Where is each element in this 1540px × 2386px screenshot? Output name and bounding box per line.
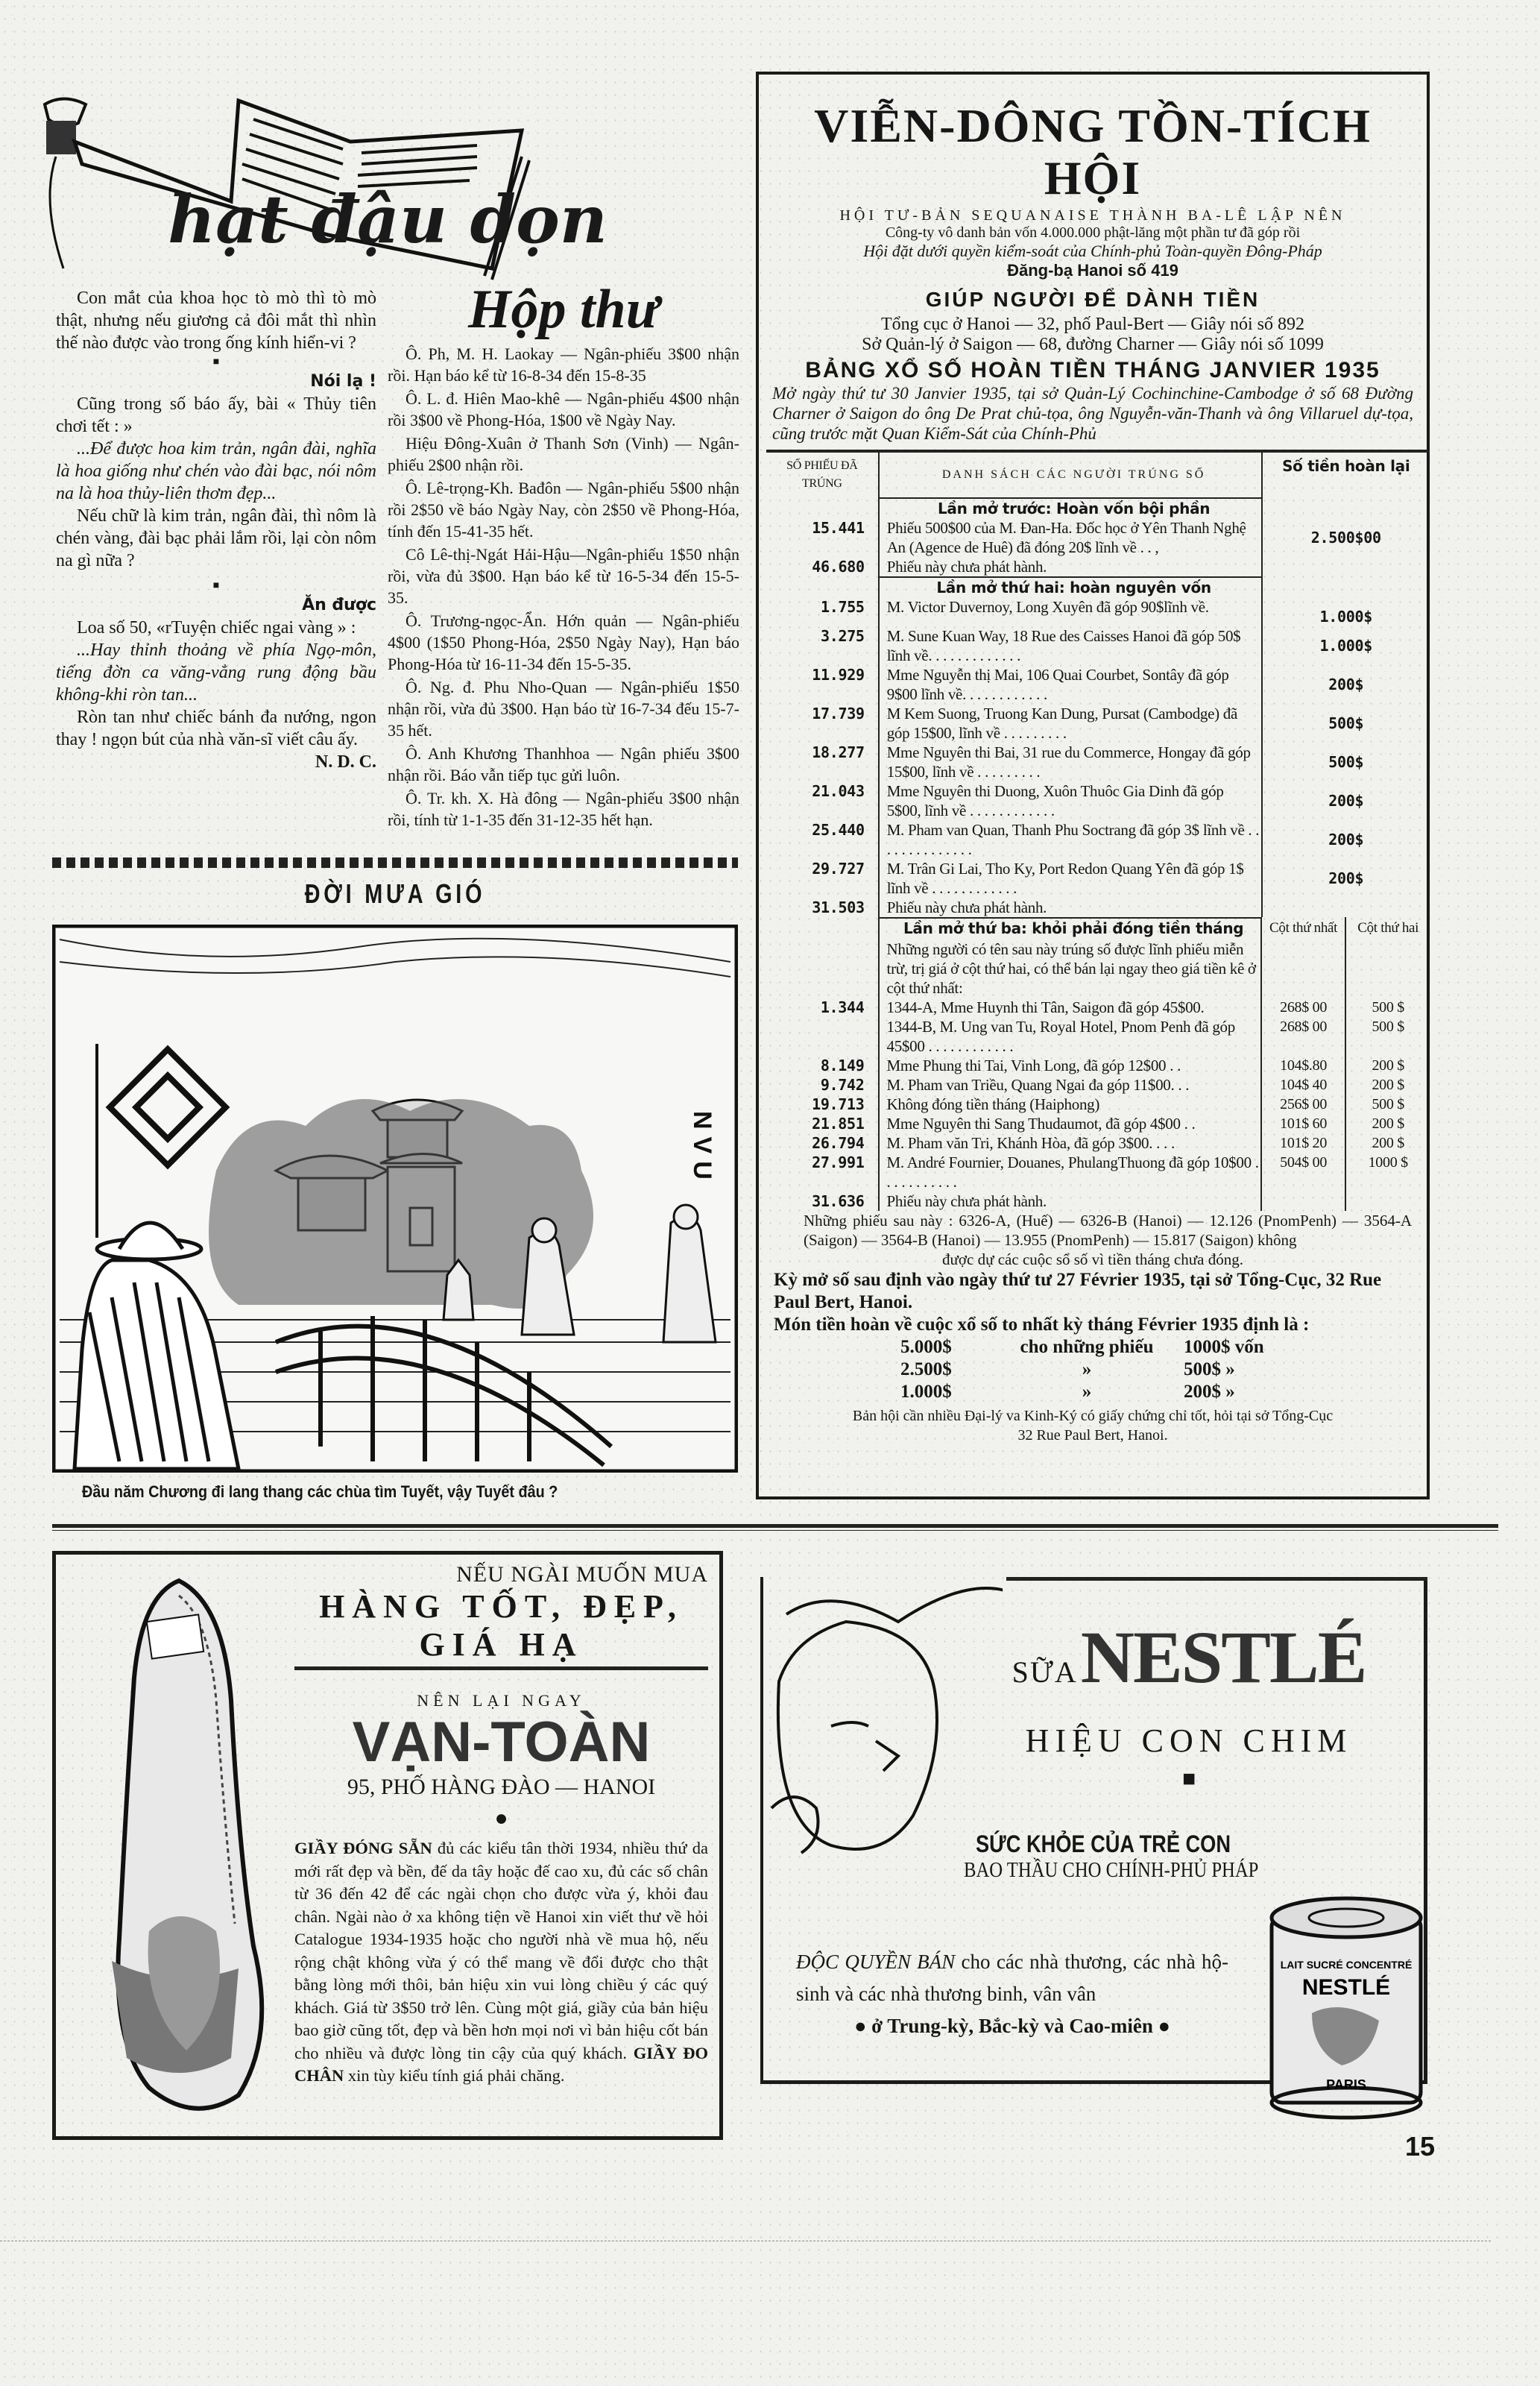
winner-description: M. Trân Gi Lai, Tho Ky, Port Redon Quang Yên đã góp 1$ lĩnh về . . . . . . . . . . . . [878, 859, 1261, 898]
lottery-ad [756, 72, 1430, 1499]
ad-body-lead: GIẦY ĐÓNG SẴN [294, 1839, 432, 1857]
article-paragraph: Ròn tan như chiếc bánh đa nướng, ngon thay ! ngọn bút của nhà văn-sĩ viết câu ấy. [56, 708, 376, 749]
prize-label: cho những phiếu [1020, 1337, 1154, 1357]
ticket-number: 3.275 [820, 627, 865, 645]
winner-description: Phiếu này chưa phát hành. [878, 898, 1261, 917]
nestle-brand: NESTLÉ [1080, 1616, 1366, 1699]
first-column-value: 268$ 00 [1260, 998, 1345, 1017]
winner-description: Mme Nguyên thi Duong, Xuôn Thuôc Gia Dinh đã góp 5$00, lĩnh về . . . . . . . . . . . . [878, 781, 1261, 820]
mailbox-item: Ô. L. đ. Hiên Mao-khê — Ngân-phiếu 4$00 nhận rồi 3$00 về Phong-Hóa, 1$00 về Ngày Nay. [388, 389, 739, 429]
second-column-value: 200 $ [1345, 1075, 1430, 1095]
mailbox-item: Hiệu Đông-Xuân ở Thanh Sơn (Vinh) — Ngân-phiếu 2$00 nhận rồi. [388, 434, 739, 474]
separator-icon: ■ [212, 356, 220, 368]
health-headline: SỨC KHỎE CỦA TRẺ CON [976, 1831, 1231, 1857]
column-banner-illustration [30, 75, 745, 283]
mailbox-item: Ô. Tr. kh. X. Hà đông — Ngân-phiếu 3$00 nhận rồi, tính từ 1-1-35 đến 31-12-35 hết hạn. [388, 789, 739, 829]
article-quote: ...Để được hoa kim trản, ngân đài, nghĩa là hoa giống như chén vào đài bạc, nói nôm na là hoa thủy-liên thơm đẹp... [56, 439, 376, 503]
first-column-value: 101$ 20 [1260, 1133, 1345, 1153]
ticket-number: 9.742 [820, 1076, 865, 1094]
shoe-ad-body [294, 1837, 708, 2088]
prize-list [900, 1336, 1427, 1403]
ticket-number: 21.851 [812, 1115, 865, 1133]
second-column-value [1345, 1192, 1430, 1211]
table-section-row [766, 576, 1430, 597]
mailbox-item: Ô. Ph, M. H. Laokay — Ngân-phiếu 3$00 nhận rồi. Hạn báo kể từ 16-8-34 đến 15-8-35 [388, 344, 739, 385]
table-row [766, 665, 1430, 704]
table-cell-empty [1260, 939, 1345, 998]
refund-amount: 2.500$00 [1261, 518, 1430, 557]
second-column-value: 500 $ [1345, 1095, 1430, 1114]
table-section-row [766, 497, 1430, 518]
exclusive-sales-text [796, 1946, 1228, 2042]
regions-line [796, 2010, 1228, 2042]
table-section-title: Lần mở thứ ba: khỏi phải đóng tiền tháng [878, 917, 1260, 939]
ticket-number: 8.149 [820, 1057, 865, 1074]
second-column-value: 500 $ [1345, 998, 1430, 1017]
ad-registration: Đăng-bạ Hanoi số 419 [1007, 261, 1178, 280]
article-paragraph: Nếu chữ là kim trản, ngân đài, thì nôm là chén vàng, đài bạc phải lắm rồi, lại còn nôm na gì nữa ? [56, 506, 376, 570]
prize-capital: 1000$ vốn [1184, 1337, 1264, 1357]
table-row [766, 820, 1430, 859]
page-number: 15 [1405, 2131, 1436, 2162]
prize-label: » [1082, 1382, 1092, 1402]
prize-amount: 1.000$ [900, 1382, 952, 1402]
prize-capital: 200$ » [1184, 1382, 1235, 1402]
winner-description: M. Pham van Quan, Thanh Phu Soctrang đã góp 3$ lĩnh về . . . . . . . . . . . . . . [878, 820, 1261, 859]
winner-description: M. Sune Kuan Way, 18 Rue des Caisses Hanoi đã góp 50$ lĩnh về. . . . . . . . . . . . . [878, 626, 1261, 665]
prize-amount: 5.000$ [900, 1337, 952, 1357]
mailbox-column [388, 276, 739, 832]
comic-illustration [52, 925, 738, 1473]
prize-capital: 500$ » [1184, 1359, 1235, 1379]
bullet-icon: ● [1152, 2015, 1170, 2037]
table-section-title: Lần mở trước: Hoàn vốn bội phần [878, 497, 1261, 518]
table-row [766, 1056, 1430, 1075]
separator-icon: ■ [212, 580, 220, 591]
dotted-rule [52, 857, 738, 868]
draw-intro: Mở ngày thứ tư 30 Janvier 1935, tại sở Quản-Lý Cochinchine-Cambodge ở số 68 Đường Charner ở Saigon do ông De Prat chủ-tọa, ông Nguyễn-văn-Thanh và ông Villaruel dự-tọa, cũng trước mặt Quan Kiểm-Sát của Chính-Phủ [772, 384, 1413, 443]
table-row [766, 1075, 1430, 1095]
table-cell-empty [1261, 497, 1430, 518]
supplier-line: BAO THẦU CHO CHÍNH-PHỦ PHÁP [964, 1858, 1259, 1882]
article-paragraph: Cũng trong số báo ấy, bài « Thủy tiên chơi tết : » [56, 394, 376, 436]
goggles-icon [46, 121, 76, 154]
second-column-value: 200 $ [1345, 1114, 1430, 1133]
section-divider [52, 1524, 1498, 1531]
first-column-value: 104$.80 [1260, 1056, 1345, 1075]
ticket-number: 25.440 [812, 821, 865, 839]
ad-lead: NẾU NGÀI MUỐN MUA [456, 1562, 708, 1587]
agent-note: Bản hội cần nhiều Đại-lý va Kinh-Ký có giấy chứng chỉ tốt, hỏi tại sở Tổng-Cục [852, 1408, 1334, 1424]
mailbox-item: Ô. Ng. đ. Phu Nho-Quan — Ngân-phiếu 1$50 nhận rồi, vừa đủ 3$00. Hạn báo từ 16-7-34 đếu 15-7-35 hết. [388, 678, 739, 740]
first-column-value: 268$ 00 [1260, 1017, 1345, 1056]
ticket-number: 19.713 [812, 1095, 865, 1113]
first-column-value: 104$ 40 [1260, 1075, 1345, 1095]
table-cell-empty [766, 576, 878, 597]
table-header-amount: Số tiền hoàn lại [1261, 453, 1430, 497]
second-column-value: 1000 $ [1345, 1153, 1430, 1192]
prize-intro: Món tiền hoàn về cuộc xổ số to nhất kỳ tháng Février 1935 định là : [774, 1315, 1310, 1335]
section-title: Ăn được [302, 596, 376, 614]
ticket-number: 18.277 [812, 743, 865, 761]
ad-office-saigon: Sở Quản-lý ở Saigon — 68, đường Charner — Giây nói số 1099 [862, 335, 1324, 354]
exclusive-lead: ĐỘC QUYỀN BÁN [796, 1951, 956, 1973]
table-cell-empty [766, 939, 878, 998]
comic-heading: ĐỜI MƯA GIÓ [304, 878, 486, 909]
excluded-tickets-note: Những phiếu sau này : 6326-A, (Huế) — 6326-B (Hanoi) — 12.126 (PnomPenh) — 3564-A (Saigon) — 3564-B (Hanoi) — 13.955 (PnomPenh) — 15.817 (Saigon) không [804, 1212, 1412, 1249]
ornament-icon: ● [494, 1806, 508, 1831]
bullet-icon: ● [854, 2015, 872, 2037]
column-title: hạt đậu dọn [168, 180, 608, 258]
col-header-first: Cột thứ nhất [1260, 917, 1345, 939]
table-cell-empty [1345, 939, 1430, 998]
shoe-illustration [67, 1573, 291, 2125]
ticket-number: 1.344 [820, 998, 865, 1016]
mailbox-item: Cô Lê-thị-Ngát Hải-Hậu—Ngân-phiếu 1$50 nhận rồi, vừa đủ 3$00. Hạn báo kể từ 16-5-34 đến 15-5-35. [388, 545, 739, 607]
section-intro: Những người có tên sau này trúng số được lĩnh phiếu miễn trừ, trị giá ở cột thứ hai, có thể bán lại ngay theo giá tiền kê ở cột thứ nhất: [878, 939, 1260, 998]
table-header-list: DANH SÁCH CÁC NGƯỜI TRÚNG SỐ [878, 453, 1261, 497]
mailbox-item: Ô. Anh Khương Thanhhoa — Ngân phiếu 3$00 nhận rồi. Báo vẫn tiếp tục gửi luôn. [388, 744, 739, 784]
table-row [766, 781, 1430, 820]
second-column-value: 200 $ [1345, 1133, 1430, 1153]
winner-description: Phiếu này chưa phát hành. [878, 557, 1261, 576]
bird-brand: HIỆU CON CHIM [1025, 1722, 1353, 1759]
article-paragraph: Loa số 50, «rTuyện chiếc ngai vàng » : [77, 618, 356, 638]
regions-text: ở Trung-kỳ, Bắc-kỳ và Cao-miên [871, 2015, 1153, 2037]
first-column-value: 504$ 00 [1260, 1153, 1345, 1192]
exclusive-body: cho các nhà thương, các nhà hộ-sinh và các nhà thương binh, vân vân [796, 1951, 1229, 2005]
board-title: BẢNG XỔ SỐ HOÀN TIỀN THÁNG JANVIER 1935 [805, 358, 1380, 383]
table-row [766, 557, 1430, 576]
second-column-value: 200 $ [1345, 1056, 1430, 1075]
table-row [766, 743, 1430, 781]
shop-address: 95, PHỐ HÀNG ĐÀO — HANOI [347, 1775, 656, 1799]
winner-description: M Kem Suong, Truong Kan Dung, Pursat (Cambodge) đã góp 15$00, lĩnh về . . . . . . . . . [878, 704, 1261, 743]
ticket-number: 31.636 [812, 1192, 865, 1210]
can-label-brand: NESTLÉ [1301, 1975, 1391, 2000]
refund-amount: 200$ [1261, 859, 1430, 898]
table-cell-empty [766, 497, 878, 518]
ad-slogan: GIÚP NGƯỜI ĐỂ DÀNH TIỀN [925, 288, 1260, 311]
winner-description: M. Victor Duvernoy, Long Xuyên đã góp 90$lĩnh về. [878, 597, 1261, 626]
table-row [766, 1192, 1430, 1211]
table-header-number: SỐ PHIẾU ĐÃ TRÚNG [786, 459, 858, 490]
ad-body-text: đủ các kiểu tân thời 1934, nhiều thứ da mới rất đẹp và bền, đế da tây hoặc đế cao xu, đủ các số chân từ 36 đến 42 để các ngài chọn cho được vừa ý, khỏi đau chân. Ngài nào ở xa không tiện về Hanoi xin viết thư về hỏi Catalogue 1934-1935 hoặc cho người nhà về mua hộ, nếu rộng chật không vừa ý có thể mang về đổi được cho thật bằng lòng mới thôi, bản hiệu xin vui lòng chiều ý các quý khách. Giá từ 3$50 trở lên. Cùng một giá, giầy của bản hiệu bao giờ cũng tốt, đẹp và bền hơn mọi nơi vì bản hiệu cốt bán cho nhiều và được lòng tin cậy của quý khách. [294, 1839, 708, 2062]
artist-signature: NVU [688, 1111, 716, 1187]
milk-label: SỮA [1012, 1655, 1078, 1689]
prize-row [900, 1336, 1427, 1359]
prize-row [900, 1381, 1427, 1403]
ticket-number [766, 1017, 878, 1056]
section-title: Nói lạ ! [310, 372, 376, 391]
prize-label: » [1082, 1359, 1092, 1379]
mailbox-title: Hộp thư [467, 279, 660, 340]
refund-amount [1261, 898, 1430, 917]
refund-amount [1261, 557, 1430, 576]
milk-can-illustration [1267, 1894, 1427, 2125]
table-row [766, 597, 1430, 626]
refund-amount: 1.000$ [1261, 597, 1430, 626]
winner-description: Mme Nguyễn thị Mai, 106 Quai Courbet, Sontây đã góp 9$00 lĩnh về. . . . . . . . . . . . [878, 665, 1261, 704]
table-row [766, 626, 1430, 665]
winner-description: Phiếu 500$00 của M. Đan-Ha. Đốc học ở Yên Thanh Nghệ An (Agence de Huê) đã đóng 20$ lĩnh về . . , [878, 518, 1261, 557]
refund-amount: 500$ [1261, 704, 1430, 743]
article-quote: ...Hay thỉnh thoảng về phía Ngọ-môn, tiếng đờn ca văng-vẳng rung động bầu không-khi ròn tan... [56, 640, 376, 705]
col-header-second: Cột thứ hai [1345, 917, 1430, 939]
table-row [766, 1095, 1430, 1114]
ad-company-line: Công-ty vô danh bản vốn 4.000.000 phật-lăng một phần tư đã góp rồi [885, 224, 1301, 241]
refund-amount: 200$ [1261, 781, 1430, 820]
refund-amount: 200$ [1261, 665, 1430, 704]
article-paragraph: Con mắt của khoa học tò mò thì tò mò thật, nhưng nếu giương cả đôi mắt thì nhìn thế nào được vào trong ống kính hiển-vi ? [56, 289, 376, 353]
refund-amount: 200$ [1261, 820, 1430, 859]
winner-description: Mme Nguyên thi Bai, 31 rue du Commerce, Hongay đã góp 15$00, lĩnh về . . . . . . . . . [878, 743, 1261, 781]
refund-amount: 1.000$ [1261, 626, 1430, 665]
ad-subhead: NÊN LẠI NGAY [417, 1691, 586, 1710]
prize-row [900, 1359, 1427, 1381]
winner-description: Mme Nguyên thi Sang Thudaumot, đã góp 4$00 . . [878, 1114, 1260, 1133]
comic-caption: Đầu năm Chương đi lang thang các chùa tìm Tuyết, vậy Tuyết đâu ? [82, 1482, 558, 1501]
van-toan-shoe-ad [52, 1551, 723, 2140]
prize-amount: 2.500$ [900, 1359, 952, 1379]
table-section-title: Lần mở thứ hai: hoàn nguyên vốn [878, 576, 1261, 597]
table-row [766, 704, 1430, 743]
first-column-value: 256$ 00 [1260, 1095, 1345, 1114]
nestle-brand-line [962, 1614, 1416, 1722]
first-column-value: 101$ 60 [1260, 1114, 1345, 1133]
table-row [766, 998, 1430, 1017]
lottery-table [766, 450, 1430, 1211]
ticket-number: 17.739 [812, 705, 865, 723]
table-row [766, 1114, 1430, 1133]
ticket-number: 27.991 [812, 1153, 865, 1171]
first-column-value [1260, 1192, 1345, 1211]
table-cell-empty [766, 917, 878, 939]
ornament-icon: ■ [1181, 1766, 1196, 1791]
second-column-value: 500 $ [1345, 1017, 1430, 1056]
agent-address: 32 Rue Paul Bert, Hanoi. [1017, 1427, 1168, 1444]
winner-description: Phiếu này chưa phát hành. [878, 1192, 1260, 1211]
table-section-row [766, 917, 1430, 939]
ticket-number: 26.794 [812, 1134, 865, 1152]
winner-description: Không đóng tiền tháng (Haiphong) [878, 1095, 1260, 1114]
excluded-tickets-note-end: được dự các cuộc sổ số vì tiền tháng chưa đóng. [942, 1250, 1243, 1268]
winner-description: 1344-B, M. Ung van Tu, Royal Hotel, Pnom Penh đã góp 45$00 . . . . . . . . . . . . [878, 1017, 1260, 1056]
mailbox-item: Ô. Lê-trọng-Kh. Bađôn — Ngân-phiếu 5$00 nhận rồi 2$50 về báo Ngày Nay, còn 2$50 về Phong-Hóa, tính đến 15-41-35 hết. [388, 479, 739, 541]
table-row [766, 898, 1430, 917]
refund-amount: 500$ [1261, 743, 1430, 781]
can-label-top: LAIT SUCRÉ CONCENTRÉ [1280, 1959, 1413, 1971]
table-row [766, 1133, 1430, 1153]
ticket-number: 1.755 [820, 598, 865, 616]
ticket-number: 11.929 [812, 666, 865, 684]
mailbox-list [388, 343, 739, 831]
table-row [766, 859, 1430, 898]
ad-tail-lead: GIẦY ĐO CHÂN [294, 2043, 709, 2085]
ad-office-hanoi: Tổng cục ở Hanoi — 32, phố Paul-Bert — Giây nói số 892 [881, 315, 1304, 334]
ticket-number: 46.680 [812, 558, 865, 576]
mailbox-item: Ô. Trương-ngọc-Ẩn. Hớn quản — Ngân-phiếu 4$00 (1$50 Phong-Hóa, 2$50 Ngày Nay), Hạn báo Phong-Hóa từ 16-11-34 đến 15-5-35. [388, 611, 739, 673]
table-row [766, 1017, 1430, 1056]
table-row [766, 1153, 1430, 1192]
ticket-number: 31.503 [812, 898, 865, 916]
table-row [766, 939, 1430, 998]
ticket-number: 15.441 [812, 519, 865, 537]
ad-headline: HÀNG TỐT, ĐẸP, GIÁ HẠ [294, 1587, 708, 1670]
left-column-article [56, 287, 376, 773]
can-label-city: PARIS [1326, 2077, 1366, 2092]
winner-description: M. Pham van Triều, Quang Ngai đa góp 11$00. . . [878, 1075, 1260, 1095]
next-draw: Kỳ mở số sau định vào ngày thứ tư 27 Février 1935, tại sở Tổng-Cục, 32 Rue Paul Bert, Hanoi. [774, 1270, 1382, 1312]
ticket-number: 29.727 [812, 860, 865, 878]
winner-description: Mme Phung thi Tai, Vinh Long, đã góp 12$00 . . [878, 1056, 1260, 1075]
ad-tail-text: xin tùy kiểu tính giá phải chăng. [344, 2066, 565, 2085]
author-signature: N. D. C. [315, 752, 376, 772]
ad-control-line: Hội đặt dưới quyền kiểm-soát của Chính-phủ Toàn-quyền Đông-Pháp [863, 242, 1322, 260]
table-cell-empty [1261, 576, 1430, 597]
shop-name: VẠN-TOÀN [352, 1710, 651, 1774]
ad-title: VIỄN-DÔNG TỒN-TÍCH HỘI [814, 99, 1372, 204]
ticket-number: 21.043 [812, 782, 865, 800]
ad-subtitle: HỘI TƯ-BẢN SEQUANAISE THÀNH BA-LÊ LẬP NÊN [839, 207, 1346, 224]
winner-description: 1344-A, Mme Huynh thi Tân, Saigon đã góp 45$00. [878, 998, 1260, 1017]
winner-description: M. Pham văn Tri, Khánh Hòa, đã góp 3$00. . . . [878, 1133, 1260, 1153]
table-row [766, 518, 1430, 557]
winner-description: M. André Fournier, Douanes, PhulangThuong đã góp 10$00 . . . . . . . . . . . [878, 1153, 1260, 1192]
